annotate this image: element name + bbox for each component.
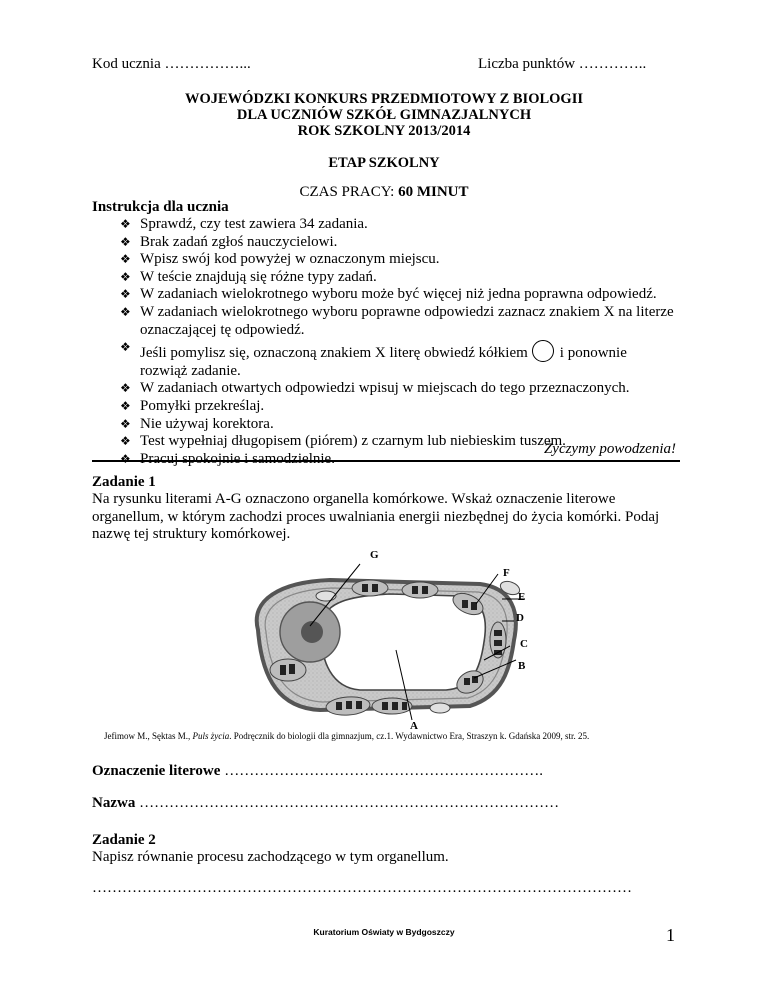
instruction-item-cont: rozwiąż zadanie. <box>140 362 241 379</box>
section-divider <box>92 460 680 462</box>
diamond-bullet-icon: ❖ <box>120 217 131 231</box>
time-label: CZAS PRACY: <box>299 184 399 200</box>
diamond-bullet-icon: ❖ <box>120 252 131 267</box>
circle-example-icon <box>532 340 554 362</box>
diamond-bullet-icon: ❖ <box>120 434 131 449</box>
instruction-item: ❖ Test wypełniaj długopisem (piórem) z czarnym lub niebieskim tuszem. <box>120 433 566 450</box>
instruction-item: ❖ W zadaniach wielokrotnego wyboru może być więcej niż jedna poprawna odpowiedź. <box>120 286 657 303</box>
instructions-list <box>120 216 680 468</box>
diamond-bullet-icon: ❖ <box>120 269 131 284</box>
footer-office: Kuratorium Oświaty w Bydgoszczy <box>313 927 455 937</box>
student-code-field: Kod ucznia ……………... <box>92 56 251 72</box>
diamond-bullet-icon: ❖ <box>120 287 131 302</box>
instruction-item: ❖ Wpisz swój kod powyżej w oznaczonym miejscu. <box>120 251 440 268</box>
figure-label-c: C <box>520 638 528 650</box>
points-field: Liczba punktów ………….. <box>478 56 647 72</box>
answer-letter-dots: ………………………………………………………. <box>220 763 543 779</box>
stage-title: ETAP SZKOLNY <box>328 155 440 171</box>
figure-label-e: E <box>518 591 526 603</box>
answer-name-dots: ………………………………………………………………………… <box>135 795 560 811</box>
instruction-item: ❖ Pomyłki przekreślaj. <box>120 397 265 414</box>
answer-name-label: Nazwa <box>92 795 136 811</box>
diamond-bullet-icon: ❖ <box>120 416 131 431</box>
diamond-bullet-icon: ❖ <box>120 381 131 396</box>
task1-text: Na rysunku literami A-G oznaczono organella komórkowe. Wskaż oznaczenie literowe organellum, w którym zachodzi proces uwalniania energii niezbędnej do życia komórki. Podaj nazwę tej struktury komórkowej. <box>92 491 660 543</box>
task2-heading: Zadanie 2 <box>92 832 156 848</box>
diamond-bullet-icon: ❖ <box>120 451 131 466</box>
diamond-bullet-icon: ❖ <box>120 340 131 355</box>
plant-cell-figure <box>240 560 540 735</box>
instruction-item: ❖ Jeśli pomylisz się, oznaczoną znakiem X literę obwiedź kółkiem i ponownie rozwiąż zadanie. <box>120 340 627 379</box>
instruction-item: ❖ Sprawdź, czy test zawiera 34 zadania. <box>120 216 368 232</box>
title-line-3: ROK SZKOLNY 2013/2014 <box>297 123 471 139</box>
figure-label-a: A <box>410 720 418 732</box>
good-luck-text: Życzymy powodzenia! <box>543 441 676 457</box>
answer-letter-line[interactable] <box>92 763 543 780</box>
answer-letter-label: Oznaczenie literowe <box>92 763 221 779</box>
diamond-bullet-icon: ❖ <box>120 304 131 319</box>
task1-heading: Zadanie 1 <box>92 474 156 490</box>
instruction-item: ❖ W teście znajdują się różne typy zadań. <box>120 268 377 285</box>
time-value: 60 MINUT <box>398 184 469 200</box>
title-line-2: DLA UCZNIÓW SZKÓŁ GIMNAZJALNYCH <box>236 107 532 123</box>
answer-name-line[interactable] <box>92 795 559 812</box>
diamond-bullet-icon: ❖ <box>120 398 131 413</box>
figure-label-b: B <box>518 660 526 672</box>
instruction-item: ❖ W zadaniach wielokrotnego wyboru poprawne odpowiedzi zaznacz znakiem X na literze oznaczającej tę odpowiedź. <box>120 303 674 338</box>
task2-answer-line[interactable]: ……………………………………………………………………………………………… <box>92 880 632 896</box>
task2-text: Napisz równanie procesu zachodzącego w tym organellum. <box>92 849 449 865</box>
instruction-item: ❖ W zadaniach otwartych odpowiedzi wpisuj w miejscach do tego przeznaczonych. <box>120 380 630 397</box>
figure-citation: Jefimow M., Sęktas M., Puls życia. Podręcznik do biologii dla gimnazjum, cz.1. Wydawnictwo Era, Straszyn k. Gdańska 2009, str. 25. <box>104 731 590 741</box>
instructions-heading: Instrukcja dla ucznia <box>92 199 229 215</box>
figure-label-d: D <box>516 612 524 624</box>
diamond-bullet-icon: ❖ <box>120 234 131 249</box>
figure-label-f: F <box>503 567 510 579</box>
page-number: 1 <box>666 925 675 945</box>
figure-label-g: G <box>370 549 379 561</box>
instruction-item: ❖ Brak zadań zgłoś nauczycielowi. <box>120 233 338 250</box>
instruction-item: ❖ Nie używaj korektora. <box>120 415 274 432</box>
title-line-1: WOJEWÓDZKI KONKURS PRZEDMIOTOWY Z BIOLOGII <box>184 91 583 107</box>
instruction-item: ❖ Pracuj spokojnie i samodzielnie. <box>120 450 335 467</box>
